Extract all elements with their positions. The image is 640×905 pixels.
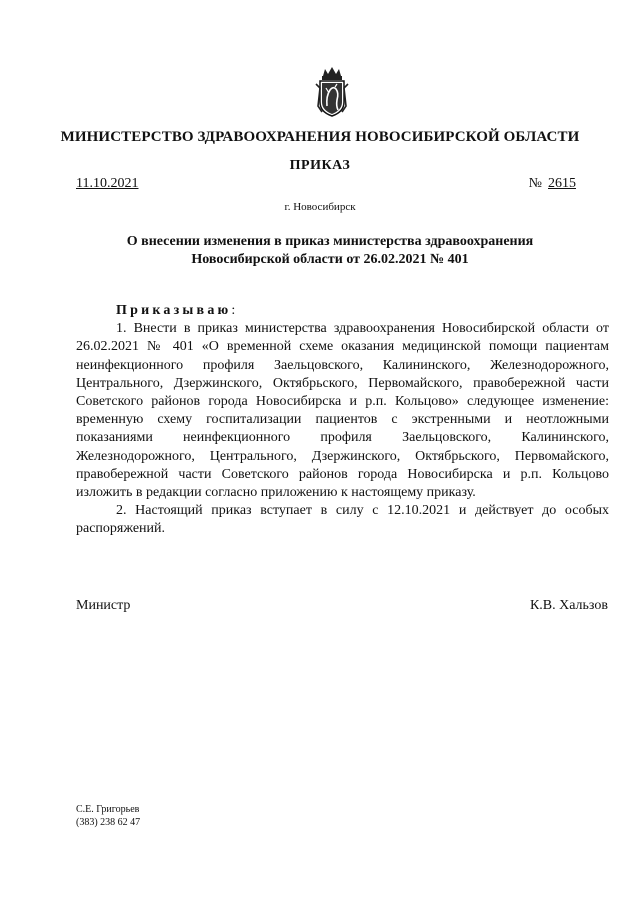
executor-phone: (383) 238 62 47	[76, 817, 141, 828]
signatory-name: К.В. Хальзов	[529, 598, 608, 613]
decree-line	[76, 302, 609, 320]
signatory-position: Министр	[76, 598, 131, 613]
decree-colon: :	[231, 303, 236, 318]
executor-info	[76, 803, 140, 829]
document-type: ПРИКАЗ	[289, 158, 351, 173]
paragraph-1: 1. Внести в приказ министерства здравоохранения Новосибирской области от 26.02.2021 № 401 «О временной схеме оказания медицинской помощи пациентам неинфекционного профиля Заельцовского, Калининского, Железнодорожного, Центрального, Дзержинского, Октябрьского, Первомайского, правобережной части Советского районов города Новосибирска и р.п. Кольцово» следующее изменение: временную схему госпитализации пациентов с экстренными и неотложными показаниями неинфекционного профиля Заельцовского, Калининского, Железнодорожного, Центрального, Дзержинского, Октябрьского, Первомайского, правобережной части Советского районов города Новосибирска и р.п. Кольцово изложить в редакции согласно приложению к настоящему приказу.	[76, 321, 609, 501]
executor-name: С.Е. Григорьев	[76, 804, 140, 815]
order-subject	[100, 233, 560, 269]
order-date: 11.10.2021	[76, 176, 139, 191]
number-value: 2615	[548, 176, 576, 191]
number-sign: №	[528, 176, 542, 191]
decree-word: Приказываю	[116, 303, 232, 318]
city: г. Новосибирск	[284, 201, 356, 213]
order-body	[76, 302, 609, 539]
subject-line-2: Новосибирской области от 26.02.2021 № 401	[191, 252, 469, 267]
paragraph-2: 2. Настоящий приказ вступает в силу с 12.10.2021 и действует до особых распоряжений.	[76, 503, 609, 537]
ministry-name: МИНИСТЕРСТВО ЗДРАВООХРАНЕНИЯ НОВОСИБИРСКОЙ ОБЛАСТИ	[60, 129, 580, 145]
coat-of-arms-icon	[314, 66, 350, 118]
order-number	[529, 176, 576, 192]
subject-line-1: О внесении изменения в приказ министерства здравоохранения	[126, 234, 534, 249]
